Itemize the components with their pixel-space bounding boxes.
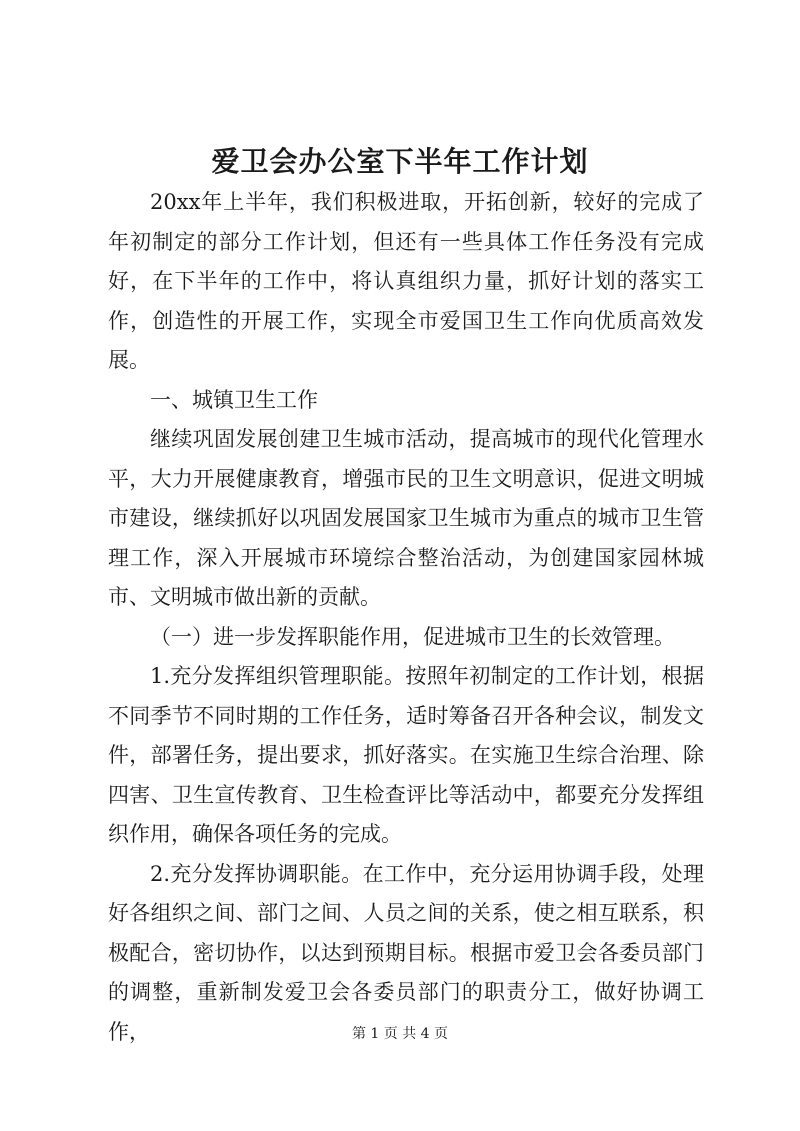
paragraph-item-1: 1.充分发挥组织管理职能。按照年初制定的工作计划，根据不同季节不同时期的工作任务，适时筹备召开各种会议，制发文件，部署任务，提出要求，抓好落实。在实施卫生综合治理、除四害、卫生宣传教育、卫生检查评比等活动中，都要充分发挥组织作用，确保各项任务的完成。 [108,664,704,846]
paragraph-item-2: 2.充分发挥协调职能。在工作中，充分运用协调手段，处理好各组织之间、部门之间、人员之间的关系，使之相互联系，积极配合，密切协作，以达到预期目标。根据市爱卫会各委员部门的调整，重新制发爱卫会各委员部门的职责分工，做好协调工作， [108,861,704,1044]
subsection-heading-functions: （一）进一步发挥职能作用，促进城市卫生的长效管理。 [150,624,675,649]
paragraph-intro: 20xx年上半年，我们积极进取，开拓创新，较好的完成了年初制定的部分工作计划，但还有一些具体工作任务没有完成好，在下半年的工作中，将认真组织力量，抓好计划的落实工作，创造性的开展工作，实现全市爱国卫生工作向优质高效发展。 [108,190,704,372]
section-heading-urban-sanitation: 一、城镇卫生工作 [150,387,318,412]
paragraph-urban-sanitation: 继续巩固发展创建卫生城市活动，提高城市的现代化管理水平，大力开展健康教育，增强市民的卫生文明意识，促进文明城市建设，继续抓好以巩固发展国家卫生城市为重点的城市卫生管理工作，深入开展城市环境综合整治活动，为创建国家园林城市、文明城市做出新的贡献。 [108,427,704,609]
document-title: 爱卫会办公室下半年工作计划 [211,145,589,178]
document-body [108,183,704,1052]
page-number-footer: 第 1 页 共 4 页 [351,1026,449,1042]
